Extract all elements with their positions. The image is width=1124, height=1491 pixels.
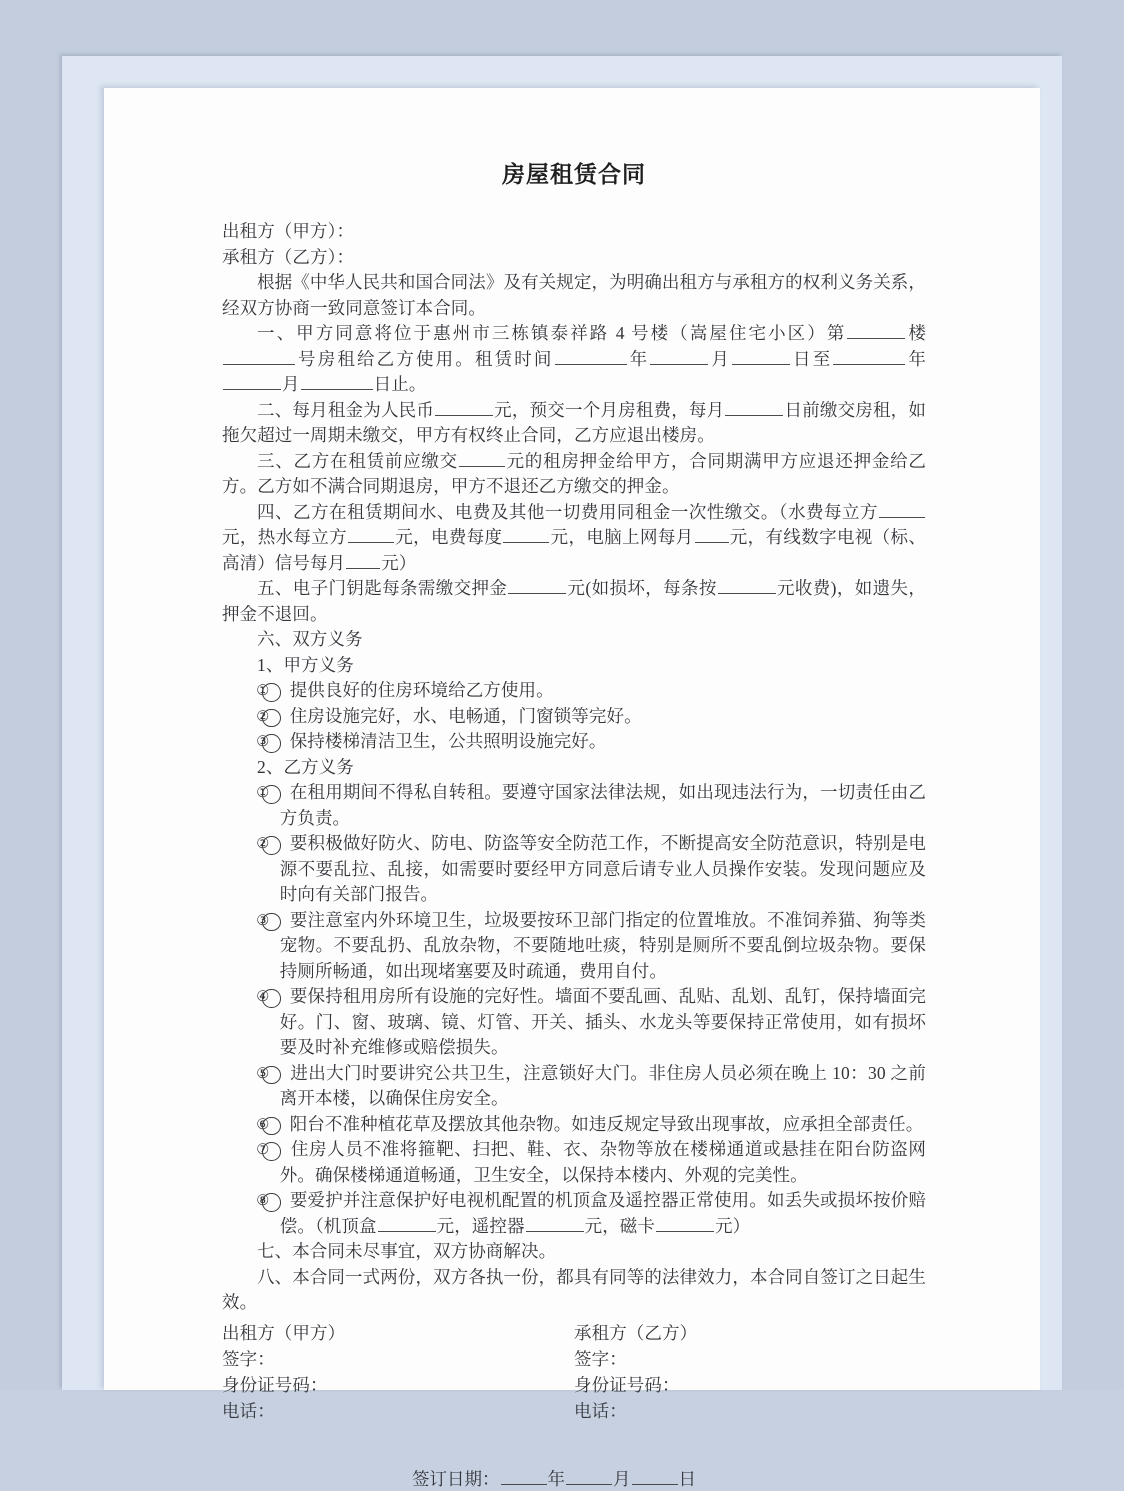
- lessor-label: 出租方（甲方）：: [222, 221, 355, 241]
- signature-block: [222, 1320, 926, 1424]
- lessor-duty-text: 保持楼梯清洁卫生，公共照明设施完好。: [289, 731, 607, 751]
- clause-one-text-b: 楼: [906, 323, 926, 343]
- blank-key-damage-fee[interactable]: [718, 576, 776, 594]
- lessee-duty-item: [222, 984, 926, 1061]
- lessor-duty-item: [222, 678, 926, 704]
- clause-one-text-c: 号房租给乙方使用。租赁时间: [296, 348, 554, 369]
- lessee-duty-item: [222, 908, 926, 985]
- list-marker-3: ③: [262, 734, 281, 753]
- lessee-party-label: 承租方（乙方）: [574, 1322, 698, 1343]
- clause-three-text-b: 元的租房押金给甲方，合同期满甲方应退还押金给乙方。乙方如不满合同期退房，甲方不退还乙方缴交的押金。: [222, 450, 926, 496]
- lessee-duty-text: 要注意室内外环境卫生，垃圾要按环卫部门指定的位置堆放。不准饲养猫、狗等类宠物。不要乱扔、乱放杂物，不要随地吐痰，特别是厕所不要乱倒垃圾杂物。要保持厕所畅通，如出现堵塞要及时疏通，费用自付。: [279, 909, 926, 981]
- clause-four-text-d: 元，电脑上网每月: [550, 527, 694, 547]
- lessee-duty-text-c: 元，磁卡: [584, 1215, 656, 1236]
- document-page: [104, 88, 1040, 1489]
- lessee-duty-text: 住房人员不准将箍靶、扫把、鞋、衣、杂物等放在楼梯通道或悬挂在阳台防盗网外。确保楼梯通道畅通，卫生安全，以保持本楼内、外观的完美性。: [279, 1139, 926, 1185]
- clause-one-text-g: 年: [906, 348, 926, 369]
- blank-end-year[interactable]: [833, 347, 905, 365]
- lessee-duty-text-b: 元，遥控器: [436, 1215, 525, 1236]
- list-marker-8: ⑧: [262, 1193, 281, 1212]
- sign-date-year: 年: [547, 1468, 565, 1489]
- clause-one: [222, 321, 926, 398]
- blank-start-year[interactable]: [555, 347, 627, 365]
- blank-end-month[interactable]: [223, 372, 281, 390]
- lessee-duty-item-8: [222, 1188, 926, 1239]
- blank-payment-day[interactable]: [725, 398, 783, 416]
- clause-five-text-b: 元(如损坏，每条按: [567, 578, 717, 598]
- lessee-duty-text: 要积极做好防火、防电、防盗等安全防范工作，不断提高安全防范意识，特别是电源不要乱拉、乱接，如需要时要经甲方同意后请专业人员操作安装。发现问题应及时向有关部门报告。: [279, 833, 926, 904]
- clause-four-text-f: 元）: [381, 552, 417, 573]
- lessee-duty-text: 进出大门时要讲究公共卫生，注意锁好大门。非住房人员必须在晚上 10：30 之前离开本楼，以确保住房安全。: [279, 1062, 926, 1108]
- blank-remote-price[interactable]: [526, 1214, 584, 1232]
- clause-four-text-a: 四、乙方在租赁期间水、电费及其他一切费用同租金一次性缴交。（水费每立方: [257, 501, 878, 522]
- list-marker-5: ⑤: [262, 1066, 281, 1085]
- list-marker-1: ①: [262, 785, 281, 804]
- lessee-id-label[interactable]: 身份证号码：: [574, 1374, 680, 1395]
- blank-room[interactable]: [223, 347, 295, 365]
- clause-six-title: 六、双方义务: [257, 629, 363, 649]
- clause-seven: 七、本合同未尽事宜，双方协商解决。: [257, 1241, 557, 1261]
- blank-start-month[interactable]: [650, 347, 708, 365]
- lessor-phone-label[interactable]: 电话：: [222, 1400, 275, 1421]
- clause-one-text-a: 一、甲方同意将位于惠州市三栋镇泰祥路 4 号楼（嵩屋住宅小区）第: [257, 323, 847, 343]
- blank-hotwater-rate[interactable]: [348, 525, 394, 543]
- sign-date-row: [222, 1466, 926, 1491]
- preamble-paragraph: 根据《中华人民共和国合同法》及有关规定，为明确出租方与承租方的权利义务关系，经双方协商一致同意签订本合同。: [222, 272, 926, 318]
- list-marker-3: ③: [262, 913, 281, 932]
- lessee-duty-item: [222, 1137, 926, 1188]
- clause-two-text-b: 元，预交一个月房租费，每月: [494, 399, 725, 420]
- lessee-duty-item: [222, 1112, 926, 1138]
- blank-end-day[interactable]: [301, 372, 373, 390]
- sign-date-month: 月: [613, 1468, 631, 1489]
- clause-two-text-c: 日前缴交房租，如拖欠超过一周期未缴交，甲方有权终止合同，乙方应退出楼房。: [222, 399, 926, 445]
- lessor-id-label[interactable]: 身份证号码：: [222, 1374, 328, 1395]
- list-marker-4: ④: [262, 989, 281, 1008]
- sign-date-label: 签订日期：: [412, 1468, 500, 1489]
- clause-one-text-h: 月: [282, 374, 300, 394]
- lessor-duty-text: 住房设施完好，水、电畅通，门窗锁等完好。: [289, 705, 642, 726]
- document-content: [222, 156, 926, 1491]
- lessee-label: 承租方（乙方）：: [222, 246, 355, 267]
- clause-four-text-e: 元，有线数字电视（标、高清）信号每月: [222, 527, 926, 573]
- blank-start-day[interactable]: [732, 347, 790, 365]
- clause-two-text-a: 二、每月租金为人民币: [257, 399, 435, 420]
- list-marker-1: ①: [262, 683, 281, 702]
- lessor-duty-item: [222, 704, 926, 730]
- list-marker-6: ⑥: [262, 1117, 281, 1136]
- lessor-duty-item: [222, 729, 926, 755]
- clause-eight: 八、本合同一式两份，双方各执一份，都具有同等的法律效力，本合同自签订之日起生效。: [222, 1266, 926, 1312]
- clause-two: [222, 398, 926, 449]
- list-marker-2: ②: [262, 836, 281, 855]
- clause-four-text-b: 元，热水每立方: [222, 527, 348, 547]
- blank-monthly-rent[interactable]: [435, 398, 493, 416]
- lessee-duties-title: 2、乙方义务: [257, 756, 354, 777]
- blank-internet-rate[interactable]: [695, 525, 729, 543]
- lessor-duty-text: 提供良好的住房环境给乙方使用。: [289, 680, 554, 700]
- blank-settopbox-price[interactable]: [378, 1214, 436, 1232]
- blank-card-price[interactable]: [656, 1214, 714, 1232]
- blank-key-deposit[interactable]: [508, 576, 566, 594]
- lessee-sign-label[interactable]: 签字：: [574, 1348, 627, 1369]
- lessor-party-label: 出租方（甲方）: [222, 1322, 346, 1343]
- lessee-duty-text: 在租用期间不得私自转租。要遵守国家法律法规，如出现违法行为，一切责任由乙方负责。: [279, 782, 926, 828]
- clause-one-text-f: 日至: [790, 348, 833, 369]
- blank-electric-rate[interactable]: [503, 525, 549, 543]
- blank-deposit[interactable]: [459, 449, 505, 467]
- clause-four-text-c: 元，电费每度: [395, 527, 503, 547]
- blank-sign-day[interactable]: [632, 1467, 678, 1485]
- lessor-signature-column: [222, 1320, 574, 1424]
- lessee-duty-item: [222, 780, 926, 831]
- list-marker-2: ②: [262, 709, 281, 728]
- lessor-sign-label[interactable]: 签字：: [222, 1348, 275, 1369]
- clause-three-text-a: 三、乙方在租赁前应缴交: [257, 450, 458, 471]
- lessee-signature-column: [574, 1320, 926, 1424]
- clause-four: [222, 500, 926, 577]
- lessee-duty-text: 阳台不准种植花草及摆放其他杂物。如违反规定导致出现事故，应承担全部责任。: [289, 1113, 924, 1134]
- lessee-duty-text: 要保持租用房所有设施的完好性。墙面不要乱画、乱贴、乱划、乱钉，保持墙面完好。门、窗、玻璃、镜、灯管、开关、插头、水龙头等要保持正常使用，如有损坏要及时补充维修或赔偿损失。: [279, 986, 926, 1057]
- lessee-duty-text-a: 要爱护并注意保护好电视机配置的机顶盒及遥控器正常使用。如丢失或损坏按价赔偿。（机顶盒: [279, 1190, 926, 1236]
- sign-date-day: 日: [678, 1468, 696, 1489]
- clause-one-text-e: 月: [709, 348, 731, 369]
- clause-three: [222, 449, 926, 500]
- lessee-duty-item: [222, 1061, 926, 1112]
- clause-five-text-c: 元收费)，如遗失，押金不退回。: [222, 578, 926, 624]
- document-title: 房屋租赁合同: [502, 161, 646, 187]
- lessee-duty-item: [222, 831, 926, 908]
- blank-sign-year[interactable]: [501, 1467, 547, 1485]
- list-marker-7: ⑦: [262, 1142, 281, 1161]
- blank-building[interactable]: [847, 321, 905, 339]
- lessee-phone-label[interactable]: 电话：: [574, 1400, 627, 1421]
- lessor-duties-title: 1、甲方义务: [257, 654, 354, 675]
- blank-water-rate[interactable]: [879, 500, 925, 518]
- blank-tv-rate[interactable]: [346, 551, 380, 569]
- clause-one-text-i: 日止。: [373, 374, 427, 394]
- blank-sign-month[interactable]: [566, 1467, 612, 1485]
- lessee-duty-text-d: 元）: [715, 1215, 751, 1236]
- clause-one-text-d: 年: [627, 348, 650, 369]
- clause-five: [222, 576, 926, 627]
- clause-five-text-a: 五、电子门钥匙每条需缴交押金: [257, 578, 508, 598]
